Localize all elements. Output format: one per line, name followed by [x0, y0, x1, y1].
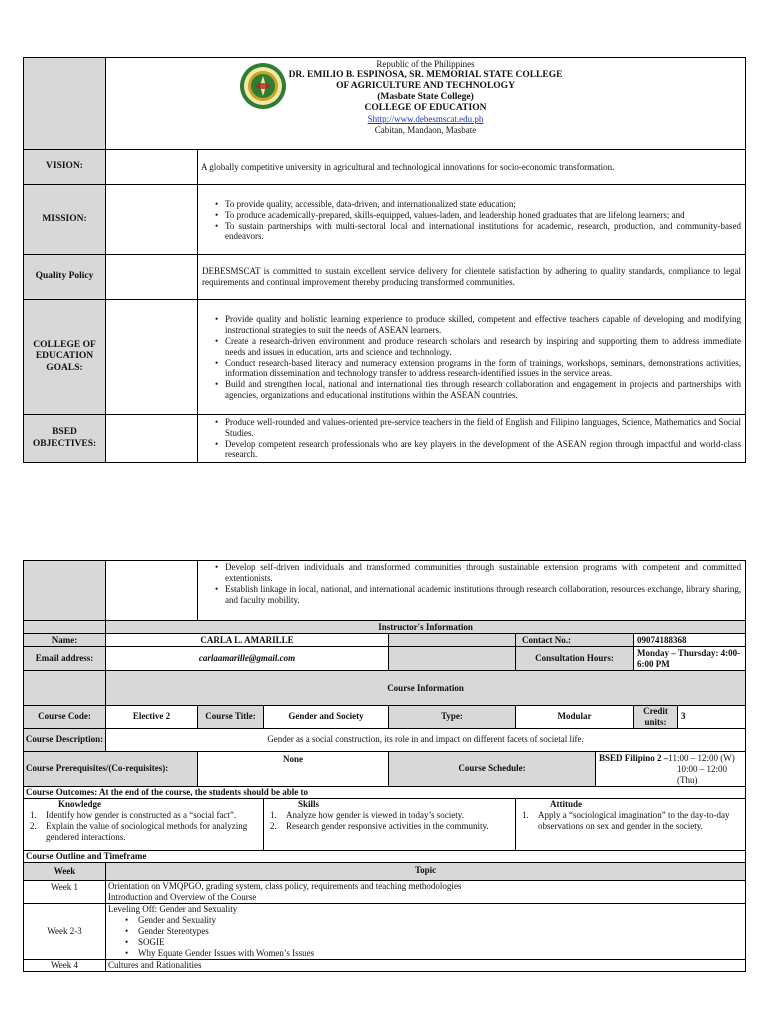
credit-units: 3 — [678, 706, 746, 729]
topic-cell — [106, 880, 746, 903]
topic-heading: Leveling Off: Gender and Sexuality — [108, 903, 238, 914]
consultation-label: Consultation Hours: — [516, 647, 634, 671]
topic-line: Introduction and Overview of the Course — [108, 891, 257, 902]
instructor-name: CARLA L. AMARILLE — [106, 634, 389, 647]
attitude-list — [516, 810, 742, 832]
college-name-line3: (Masbate State College) — [377, 92, 474, 102]
knowledge-item: 1. Identify how gender is constructed as a “social fact”. — [30, 809, 237, 820]
mission-label: MISSION: — [24, 185, 106, 255]
objectives-continued-cell — [198, 561, 746, 621]
skills-item: 1. Analyze how gender is viewed in today’s society. — [270, 809, 464, 820]
credit-units-label: Credit units: — [634, 706, 678, 729]
topic-bullets — [108, 915, 743, 959]
prerequisites-label: Course Prerequisites/(Co-requisites): — [24, 751, 198, 786]
objectives-label — [24, 415, 106, 463]
week-cell: Week 4 — [24, 959, 106, 971]
skills-list — [264, 810, 512, 832]
objective-item: • Produce well-rounded and values-oriented pre-service teachers in the field of English and Filipino languages, Science, Mathematics and Social Studies. — [198, 417, 741, 439]
knowledge-item: 2. Explain the value of sociological methods for analyzing gendered interactions. — [30, 820, 248, 842]
goals-spacer — [106, 300, 198, 415]
objectives-continued-spacer — [106, 561, 198, 621]
mission-item: • To provide quality, accessible, data-driven, and internationalized state education; — [198, 199, 741, 210]
topic-cell — [106, 903, 746, 959]
mission-list — [198, 199, 741, 243]
name-label: Name: — [24, 634, 106, 647]
goal-item: • Conduct research-based literacy and numeracy extension programs in the form of trainings, workshops, seminars, demonstrations activities, information dissemination and technology transfer to address research-identified issues in the service areas. — [198, 358, 741, 380]
course-title: Gender and Society — [264, 706, 389, 729]
attitude-label: Attitude — [550, 798, 582, 809]
course-title-label: Course Title: — [198, 706, 264, 729]
address-text: Cabitan, Mandaon, Masbate — [374, 125, 477, 135]
goal-item: • Create a research-driven environment and produce research scholars and research by inspiring and supporting them to address immediate needs and issues in education, arts and science and technology. — [198, 336, 741, 358]
course-description: Gender as a social construction, its role in and impact on different facets of societal life. — [106, 728, 746, 751]
outcomes-title: Course Outcomes: At the end of the course, the students should be able to — [24, 786, 746, 798]
knowledge-label: Knowledge — [58, 798, 102, 809]
topic-header: Topic — [106, 862, 746, 880]
vision-spacer — [106, 150, 198, 185]
objectives-continued-label — [24, 561, 106, 621]
course-code-label: Course Code: — [24, 706, 106, 729]
week-header: Week — [24, 862, 106, 880]
course-code: Elective 2 — [106, 706, 198, 729]
objective-item: • Establish linkage in local, national, and international academic institutions through research collaboration, resources exchange, library sharing, and faculty mobility. — [198, 584, 741, 606]
objective-item: • Develop self-driven individuals and transformed communities through sustainable extension programs with competent and committed extentionists. — [198, 562, 741, 584]
vision-label: VISION: — [24, 150, 106, 185]
goals-label-line: COLLEGE OF — [33, 339, 96, 350]
attitude-item: 1. Apply a “sociological imagination” to the day-to-day observations on sex and gender in the society. — [522, 809, 730, 831]
schedule-section: BSED Filipino 2 – — [599, 752, 669, 763]
college-name-line1: DR. EMILIO B. ESPINOSA, SR. MEMORIAL STATE COLLEGE — [288, 70, 563, 80]
website-link[interactable]: Shttp://www.debesmscat.edu.ph — [367, 114, 484, 124]
course-syllabus-table — [23, 560, 746, 972]
outcomes-skills — [264, 798, 516, 850]
course-description-label: Course Description: — [24, 728, 106, 751]
mission-item: • To sustain partnerships with multi-sectoral local and international institutions for academic, research, production, and community-based endeavors. — [198, 221, 741, 243]
vision-text: A globally competitive university in agricultural and technological innovations for socio-economic transformation. — [198, 150, 746, 185]
outcomes-knowledge — [24, 798, 264, 850]
republic-text: Republic of the Philippines — [376, 59, 475, 69]
name-spacer — [389, 634, 516, 647]
prerequisites-value: None — [198, 751, 389, 786]
email-address[interactable]: carlaamarille@gmail.com — [106, 647, 389, 671]
mission-spacer — [106, 185, 198, 255]
course-type-label: Type: — [389, 706, 516, 729]
quality-policy-text: DEBESMSCAT is committed to sustain excellent service delivery for clientele satisfaction by adhering to quality standards, compliance to legal requirements and continual improvement thereby producing transformed communities. — [198, 255, 746, 300]
contact-number: 09074188368 — [634, 634, 746, 647]
college-seal-logo — [239, 62, 287, 110]
topic-bullet: • Gender Stereotypes — [108, 926, 743, 937]
header-left-cell — [24, 58, 106, 150]
goals-label — [24, 300, 106, 415]
mission-item: • To produce academically-prepared, skills-equipped, values-laden, and leadership honed graduates that are lifelong learners; and — [198, 210, 741, 221]
course-schedule-label: Course Schedule: — [389, 751, 596, 786]
objectives-list — [198, 417, 741, 461]
vmgo-table — [23, 57, 746, 463]
topic-bullet: • SOGIE — [108, 937, 743, 948]
outcomes-attitude — [516, 798, 746, 850]
outline-title: Course Outline and Timeframe — [24, 850, 746, 862]
schedule-time: 11:00 – 12:00 (W) — [668, 752, 735, 763]
course-schedule — [596, 751, 746, 786]
email-spacer — [389, 647, 516, 671]
objective-item: • Develop competent research professionals who are key players in the development of the ASEAN region through impactful and world-class research. — [198, 439, 741, 461]
contact-label: Contact No.: — [516, 634, 634, 647]
course-info-left — [24, 671, 106, 706]
goal-item: • Build and strengthen local, national and international ties through research collaboration and engagement in projects and partnerships with agencies, organizations and educational institutions within the ASEAN countries. — [198, 379, 741, 401]
objectives-label-line: OBJECTIVES: — [32, 438, 97, 449]
quality-policy-label: Quality Policy — [24, 255, 106, 300]
goals-list — [198, 314, 741, 402]
topic-bullet: • Gender and Sexuality — [108, 915, 743, 926]
goal-item: • Provide quality and holistic learning experience to produce skilled, competent and effective teachers capable of developing and modifying instructional strategies to suit the needs of ASEAN learners. — [198, 314, 741, 336]
topic-line: Orientation on VMQPGO, grading system, class policy, requirements and teaching methodologies — [108, 880, 462, 891]
goals-label-line: EDUCATION — [35, 351, 94, 362]
topic-bullet: • Why Equate Gender Issues with Women’s Issues — [108, 948, 743, 959]
skills-item: 2. Research gender responsive activities in the community. — [270, 820, 489, 831]
institution-header — [106, 58, 746, 150]
topic-line: Cultures and Rationalities — [108, 959, 202, 970]
skills-label: Skills — [298, 798, 320, 809]
objectives-cell — [198, 415, 746, 463]
week-cell: Week 2-3 — [24, 903, 106, 959]
instructor-section-left — [24, 621, 106, 634]
schedule-line: 10:00 – 12:00 (Thu) — [677, 763, 728, 785]
topic-cell — [106, 959, 746, 971]
course-type: Modular — [516, 706, 634, 729]
week-cell: Week 1 — [24, 880, 106, 903]
objectives-spacer — [106, 415, 198, 463]
department-name: COLLEGE OF EDUCATION — [364, 103, 487, 113]
consultation-hours: Monday – Thursday: 4:00-6:00 PM — [634, 647, 746, 671]
instructor-section-title: Instructor's Information — [106, 621, 746, 634]
knowledge-list — [24, 810, 260, 843]
email-label: Email address: — [24, 647, 106, 671]
goals-label-line: GOALS: — [46, 362, 83, 373]
goals-cell — [198, 300, 746, 415]
quality-policy-spacer — [106, 255, 198, 300]
schedule-line — [599, 753, 745, 764]
objectives-continued-list — [198, 562, 741, 606]
mission-cell — [198, 185, 746, 255]
college-name-line2: OF AGRICULTURE AND TECHNOLOGY — [336, 81, 515, 91]
course-info-title: Course Information — [106, 671, 746, 706]
objectives-label-line: BSED — [52, 426, 77, 437]
